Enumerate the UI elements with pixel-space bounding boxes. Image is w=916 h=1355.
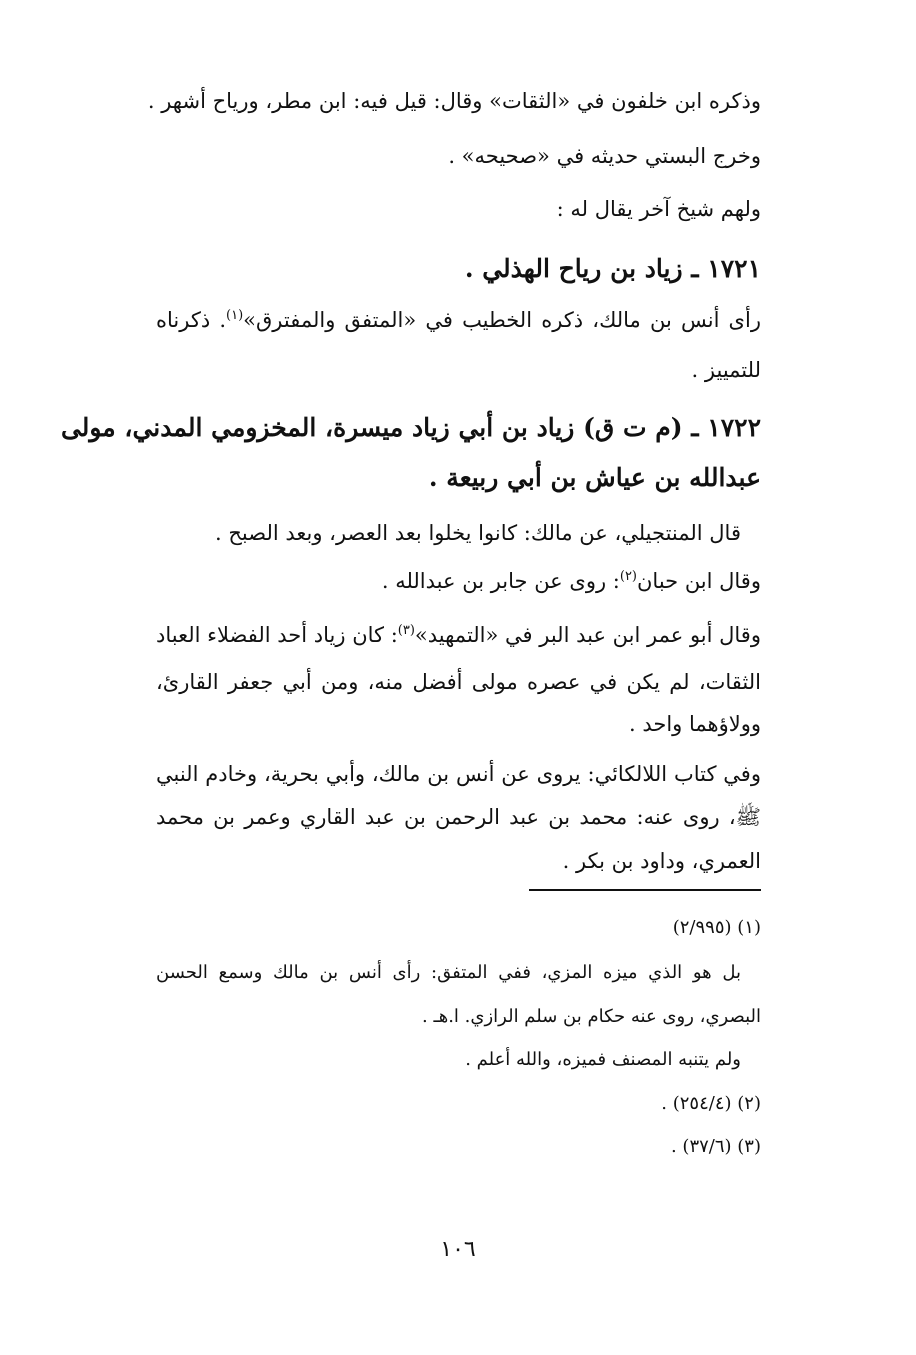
entry-1722-heading-1: ١٧٢٢ ـ (م ت ق) زياد بن أبي زياد ميسرة، المخزومي المدني، مولى (60, 413, 761, 442)
footnote-separator (529, 889, 761, 891)
footnote-1-line-1: بل هو الذي ميزه المزي، ففي المتفق: رأى أنس بن مالك وسمع الحسن (156, 962, 741, 983)
entry-1721-line-1 (156, 305, 761, 335)
entry-1722-para-4-line-3: العمري، وداود بن بكر . (562, 849, 761, 873)
entry-1722-para-4-line-2: ﷺ، روى عنه: محمد بن عبد الرحمن بن عبد القاري وعمر بن محمد (156, 805, 761, 829)
entry-1721-text-b: . ذكرناه (156, 308, 227, 332)
entry-1722-para-2-b: : روى عن جابر بن عبدالله . (381, 569, 620, 593)
footnote-1-ref: (١) (٢/٩٩٥) (672, 917, 761, 938)
entry-1721-line-2: للتمييز . (691, 358, 761, 382)
footnote-2: (٢) (٢٥٤/٤) . (661, 1093, 761, 1114)
entry-1722-para-3-b: : كان زياد أحد الفضلاء العباد (156, 623, 398, 647)
text-line-2: وخرج البستي حديثه في «صحيحه» . (448, 144, 761, 168)
entry-1722-para-2-a: وقال ابن حبان (637, 569, 761, 593)
entry-1722-para-3-line-3: وولاؤهما واحد . (628, 712, 761, 736)
entry-1722-heading-2: عبدالله بن عياش بن أبي ربيعة . (428, 463, 761, 492)
footnote-1-line-2: البصري، روى عنه حكام بن سلم الرازي. ا.هـ . (422, 1006, 761, 1027)
entry-1722-para-1: قال المنتجيلي، عن مالك: كانوا يخلوا بعد العصر، وبعد الصبح . (214, 521, 741, 545)
page-number: ١٠٦ (440, 1237, 476, 1262)
text-line-1: وذكره ابن خلفون في «الثقات» وقال: قيل فيه: ابن مطر، ورياح أشهر . (147, 89, 761, 113)
entry-1722-para-4-line-1: وفي كتاب اللالكائي: يروى عن أنس بن مالك، وأبي بحرية، وخادم النبي (156, 762, 761, 786)
footnote-ref-3: (٣) (397, 623, 415, 638)
footnote-ref-1: (١) (226, 308, 244, 323)
entry-1722-para-3-line-2: الثقات، لم يكن في عصره مولى أفضل منه، ومن أبي جعفر القارئ، (156, 670, 761, 694)
footnote-3: (٣) (٣٧/٦) . (670, 1136, 761, 1157)
footnote-ref-2: (٢) (619, 569, 637, 584)
entry-1722-para-3-a: وقال أبو عمر ابن عبد البر في «التمهيد» (414, 623, 761, 647)
text-line-3: ولهم شيخ آخر يقال له : (556, 197, 761, 221)
entry-1721-text-a: رأى أنس بن مالك، ذكره الخطيب في «المتفق والمفترق» (243, 308, 761, 332)
entry-1722-para-3-line-1 (156, 620, 761, 650)
entry-1722-para-2 (156, 566, 761, 596)
entry-1721-heading: ١٧٢١ ـ زياد بن رياح الهذلي . (464, 254, 761, 283)
footnote-1-line-3: ولم يتنبه المصنف فميزه، والله أعلم . (465, 1049, 741, 1070)
